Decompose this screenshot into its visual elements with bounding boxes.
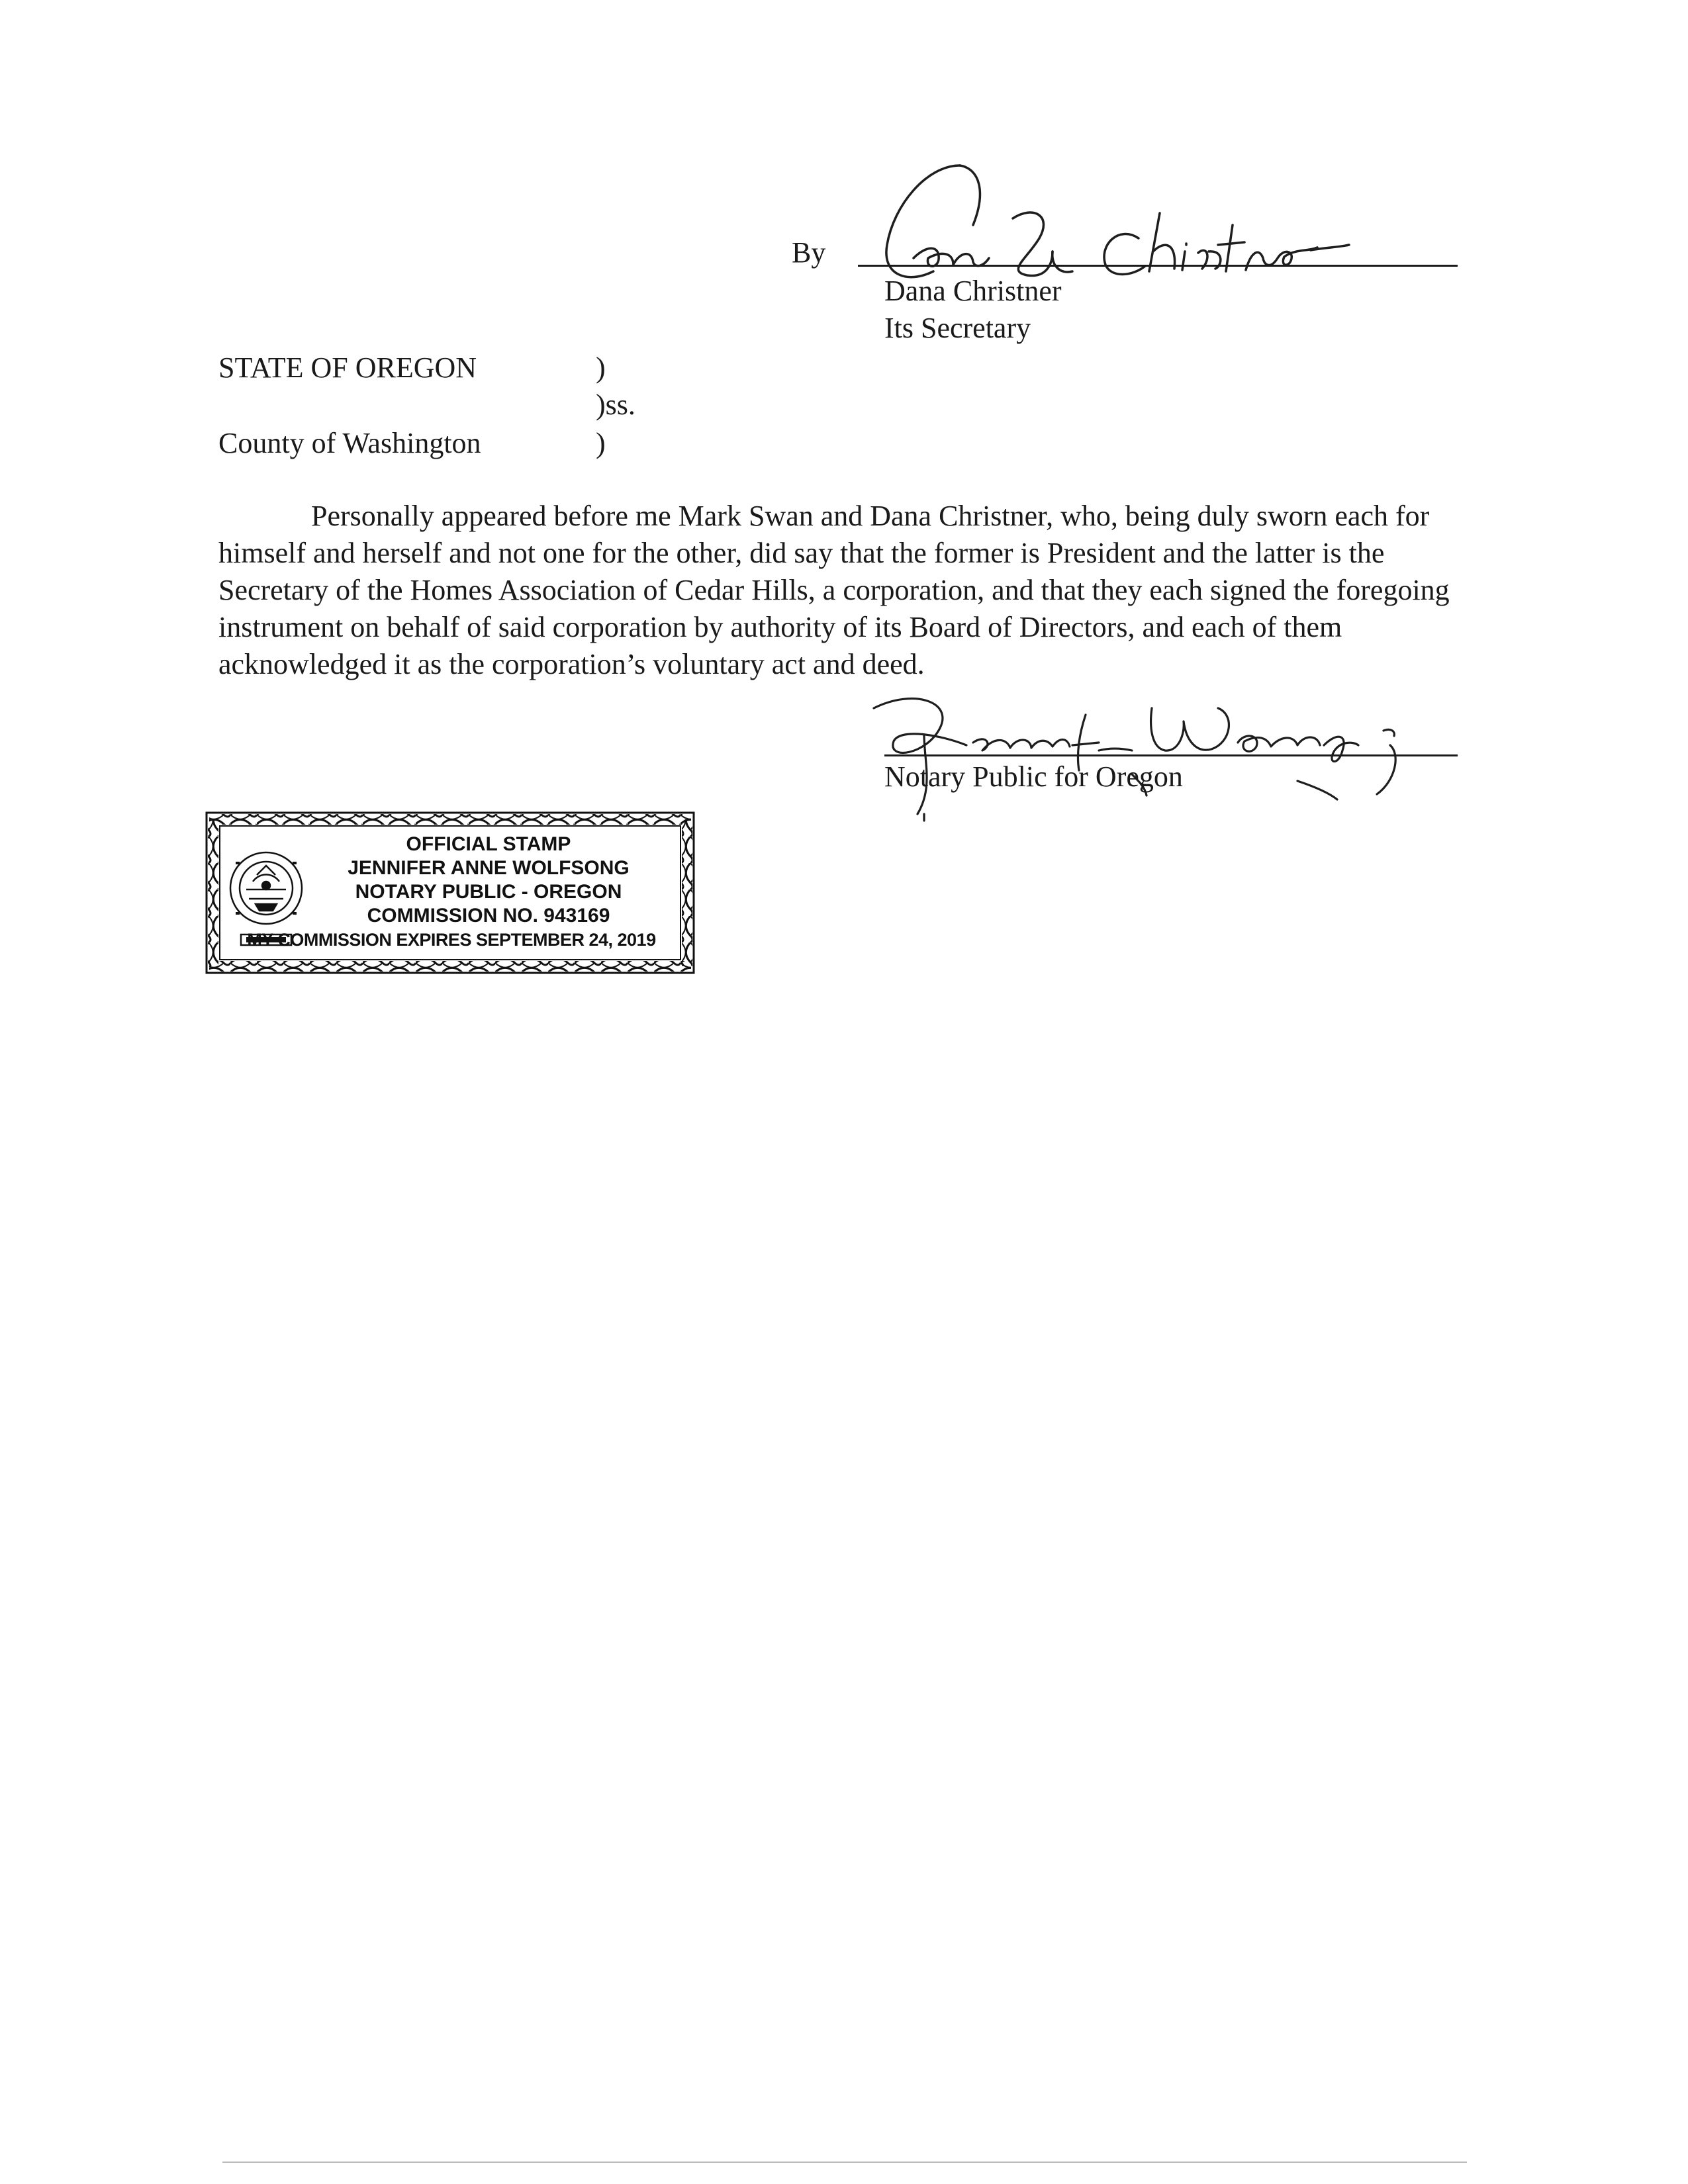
stamp-text (247, 833, 674, 952)
signer-name: Dana Christner (884, 275, 1062, 307)
notary-signature-line (884, 754, 1458, 756)
stamp-commission-number: COMMISSION NO. 943169 (367, 905, 610, 927)
stamp-expiration: MY COMMISSION EXPIRES SEPTEMBER 24, 2019 (247, 930, 656, 950)
signer-title: Its Secretary (884, 312, 1031, 344)
venue-ss: )ss. (596, 388, 635, 421)
venue-county: County of Washington (218, 427, 481, 459)
secretary-signature-line (858, 265, 1458, 267)
acknowledgment-paragraph: Personally appeared before me Mark Swan and Dana Christner, who, being duly sworn each for himself and herself and not one for the other, did say that the former is President and the latter is the Secretary of the Homes Association of Cedar Hills, a corporation, and that they each signed the foregoing instrument on behalf of said corporation by authority of its Board of Directors, and each of them acknowledged it as the corporation’s voluntary act and deed. (218, 500, 1450, 680)
venue-state: STATE OF OREGON (218, 351, 477, 384)
scan-artifact-line (222, 2161, 1467, 2163)
notary-label: Notary Public for Oregon (884, 760, 1183, 793)
by-label: By (792, 236, 826, 269)
venue-paren-bottom: ) (596, 427, 606, 459)
stamp-notary-jurisdiction: NOTARY PUBLIC - OREGON (355, 881, 622, 903)
venue-paren-top: ) (596, 351, 606, 384)
notary-signature (861, 682, 1430, 821)
stamp-notary-name: JENNIFER ANNE WOLFSONG (348, 857, 630, 879)
stamp-title: OFFICIAL STAMP (406, 833, 571, 855)
official-stamp (204, 810, 696, 976)
